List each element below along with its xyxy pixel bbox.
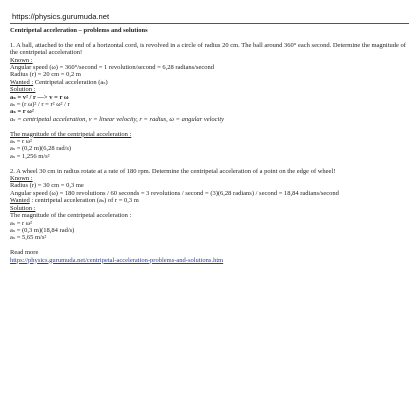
- spacer: [10, 160, 410, 167]
- problem-2-wanted: [10, 197, 410, 204]
- site-url-link[interactable]: https://physics.gurumuda.net: [12, 12, 110, 21]
- problem-1-step-2: aₛ = (r ω)² / r = r² ω² / r: [10, 101, 70, 109]
- spacer: [10, 242, 410, 249]
- problem-1-magnitude-1: aₛ = r ω²: [10, 138, 33, 146]
- problem-1-solution-label: Solution :: [10, 86, 36, 94]
- read-more-label: Read more: [10, 249, 39, 257]
- problem-1-step-3: aₛ = r ω²: [10, 108, 34, 116]
- problem-2-solution-label: Solution :: [10, 204, 36, 212]
- problem-1-known-2: Radius (r) = 20 cm = 0,2 m: [10, 71, 81, 79]
- problem-1-magnitude-3: aₛ = 1,256 m/s²: [10, 152, 50, 160]
- problem-2-known-2: Angular speed (ω) = 180 revolutions / 60 seconds = 3 revolutions / second = (3)(6,28 radians) / second = 18,84 radians/second: [10, 189, 339, 197]
- article-body: [10, 27, 410, 264]
- problem-1-wanted-text: Centripetal acceleration (aₛ): [33, 78, 108, 86]
- problem-2-wanted-label: Wanted: [10, 197, 30, 205]
- problem-2-magnitude-label: The magnitude of the centripetal acceleration :: [10, 212, 132, 220]
- problem-1-known-1: Angular speed (ω) = 360°/second = 1 revolution/second = 6,28 radians/second: [10, 64, 214, 72]
- problem-2-magnitude-2: aₛ = (0,3 m)(18,84 rad/s): [10, 226, 75, 234]
- problem-2-magnitude-3: aₛ = 5,65 m/s²: [10, 234, 47, 242]
- problem-1-wanted-label: Wanted :: [10, 78, 34, 86]
- problem-2-question: 2. A wheel 30 cm in radius rotate at a rate of 180 rpm. Determine the centripetal acceleration of a point on the edge of wheel!: [10, 167, 336, 175]
- spacer: [10, 123, 410, 130]
- problem-1-magnitude-label: The magnitude of the centripetal acceleration :: [10, 130, 132, 138]
- problem-1-wanted: [10, 79, 410, 86]
- spacer: [10, 34, 410, 41]
- article-title: Centripetal acceleration – problems and solutions: [10, 27, 148, 34]
- problem-1-known-label: Known :: [10, 56, 33, 64]
- problem-2-known-1: Radius (r) = 30 cm = 0,3 me: [10, 182, 84, 190]
- problem-1-question: 1. A ball, attached to the end of a horizontal cord, is revolved in a circle of radius 20 cm. The ball around 360° each second. Determine the magnitude of the centripetal acceleration!: [10, 41, 406, 57]
- problem-2-magnitude-1: aₛ = r ω²: [10, 219, 33, 227]
- header-divider: [10, 23, 409, 24]
- read-more-link[interactable]: https://physics.gurumuda.net/centripetal-acceleration-problems-and-solutions.htm: [10, 256, 224, 264]
- problem-1-step-4: aₛ = centripetal acceleration, v = linear velocity, r = radius, ω = angular velocity: [10, 115, 225, 123]
- problem-2-known-label: Known :: [10, 175, 33, 183]
- problem-1-step-1: aₛ = v² / r —> v = r ω: [10, 93, 69, 101]
- problem-1-magnitude-2: aₛ = (0,2 m)(6,28 rad/s): [10, 145, 72, 153]
- problem-2-wanted-text: : centripetal acceleration (aₛ) of r = 0,3 m: [29, 197, 139, 205]
